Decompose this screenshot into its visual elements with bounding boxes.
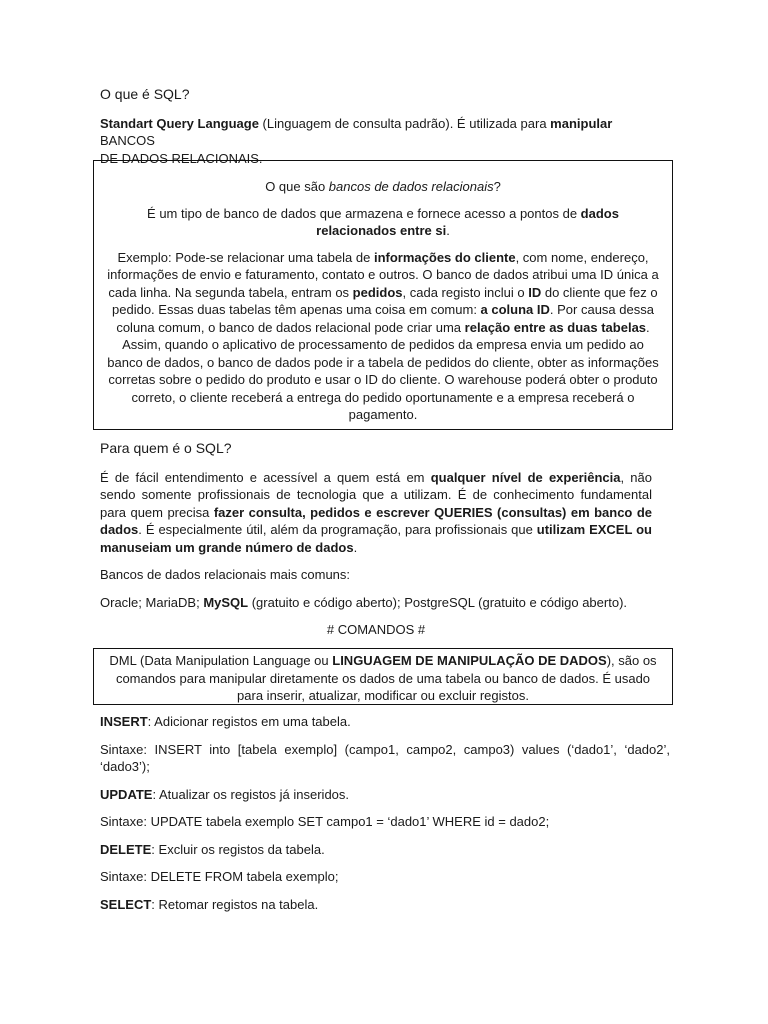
box1-title bbox=[106, 178, 660, 196]
p2: , não sendo somente profissionais de tecnologia que a utilizam. É de conhecimento fundamental para quem precisa bbox=[100, 469, 652, 520]
select-label: SELECT bbox=[100, 896, 152, 912]
ex5: . Por causa dessa coluna comum, o banco de dados relacional pode criar uma bbox=[116, 302, 654, 335]
delete-syntax: Sintaxe: DELETE FROM tabela exemplo; bbox=[100, 869, 339, 884]
ex2b: pedidos bbox=[352, 284, 403, 300]
ex6: . Assim, quando o aplicativo de processamento de pedidos da empresa envia um pedido ao banco de dados, o banco de dados pode ir a tabela de pedidos do cliente, obter as informações corretas sobre o pedido do produto e usar o ID do cliente. O warehouse poderá obter o produto correto, o cliente receberá a entrega do pedido oportunamente e a empresa receberá o pagamento. bbox=[107, 319, 659, 422]
box1-def-bold: dados relacionados entre si bbox=[316, 205, 619, 238]
ex1: Exemplo: Pode-se relacionar uma tabela de bbox=[117, 249, 374, 265]
ex2: , com nome, endereço, informações de envio e faturamento, contato e outros. O banco de dados atribui uma ID única a cada linha. Na segunda tabela, entram os bbox=[107, 249, 659, 300]
ex1b: informações do cliente bbox=[373, 249, 516, 265]
p1b: qualquer nível de experiência bbox=[430, 469, 621, 485]
dml-t1: DML (Data Manipulation Language ou bbox=[109, 653, 333, 668]
commands-section bbox=[100, 713, 670, 923]
select-desc: : Retomar registos na tabela. bbox=[151, 896, 319, 912]
ex3: , cada registo inclui o bbox=[402, 284, 529, 300]
update-label: UPDATE bbox=[100, 786, 153, 802]
box1-definition bbox=[106, 205, 660, 240]
delete-label: DELETE bbox=[100, 841, 152, 857]
update-syntax: Sintaxe: UPDATE tabela exemplo SET campo1 = ‘dado1’ WHERE id = dado2; bbox=[100, 814, 550, 829]
box1-title-pre: O que são bbox=[265, 179, 329, 194]
intro-section bbox=[100, 86, 667, 167]
p4: . bbox=[353, 539, 358, 555]
who-section bbox=[100, 440, 652, 639]
intro-line-1: Standart Query Language (Linguagem de consulta padrão). É utilizada para manipular BANCOS bbox=[100, 115, 613, 148]
insert-label: INSERT bbox=[100, 714, 148, 729]
ex4b: a coluna ID bbox=[480, 302, 550, 317]
p3: . É especialmente útil, além da programação, para profissionais que bbox=[138, 522, 537, 537]
update-line bbox=[100, 786, 670, 804]
box1-example bbox=[106, 249, 660, 424]
dml-t1b: LINGUAGEM DE MANIPULAÇÃO DE DADOS bbox=[332, 653, 607, 668]
sql-term: Standart Query Language bbox=[100, 115, 259, 131]
section2-title: Para quem é o SQL? bbox=[100, 440, 232, 456]
insert-desc: : Adicionar registos em uma tabela. bbox=[147, 714, 351, 729]
box1-def-pre: É um tipo de banco de dados que armazena e fornece acesso a pontos de bbox=[147, 205, 581, 221]
db1b: MySQL bbox=[203, 594, 249, 610]
box1-title-post: ? bbox=[493, 179, 501, 194]
p1: É de fácil entendimento e acessível a quem está em bbox=[100, 469, 431, 485]
ex3b: ID bbox=[528, 284, 542, 300]
relational-db-box bbox=[93, 160, 673, 430]
select-line bbox=[100, 896, 670, 914]
common-db-title: Bancos de dados relacionais mais comuns: bbox=[100, 567, 351, 582]
p2b: fazer consulta, pedidos e escrever QUERIES (consultas) em banco de dados bbox=[100, 504, 652, 537]
dml-text bbox=[104, 652, 662, 705]
dml-box bbox=[93, 648, 673, 705]
db-list bbox=[100, 594, 652, 612]
ex5b: relação entre as duas tabelas bbox=[464, 319, 647, 335]
insert-syntax: Sintaxe: INSERT into [tabela exemplo] (campo1, campo2, campo3) values (‘dado1’, ‘dado2’, ‘dado3’); bbox=[100, 741, 670, 774]
insert-line bbox=[100, 713, 670, 731]
who-paragraph bbox=[100, 469, 652, 557]
ex4: do cliente que fez o pedido. Essas duas tabelas têm apenas uma coisa em comum: bbox=[112, 284, 658, 317]
delete-line bbox=[100, 841, 670, 859]
delete-desc: : Excluir os registos da tabela. bbox=[151, 841, 325, 857]
db1: Oracle; MariaDB; bbox=[100, 594, 204, 610]
p3b: utilizam EXCEL ou manuseiam um grande número de dados bbox=[100, 522, 652, 555]
manipular-term: manipular bbox=[550, 115, 613, 131]
db2: (gratuito e código aberto); PostgreSQL (gratuito e código aberto). bbox=[248, 594, 628, 610]
box1-def-post: . bbox=[446, 223, 450, 238]
update-desc: : Atualizar os registos já inseridos. bbox=[152, 786, 350, 802]
intro-line-2: DE DADOS RELACIONAIS. bbox=[100, 150, 263, 166]
commands-heading: # COMANDOS # bbox=[326, 622, 426, 637]
box1-title-em: bancos de dados relacionais bbox=[328, 179, 494, 194]
page-title: O que é SQL? bbox=[100, 86, 190, 102]
dml-t2: ), são os comandos para manipular diretamente os dados de uma tabela ou banco de dados. É usado para inserir, atualizar, modificar ou excluir registos. bbox=[115, 653, 657, 703]
